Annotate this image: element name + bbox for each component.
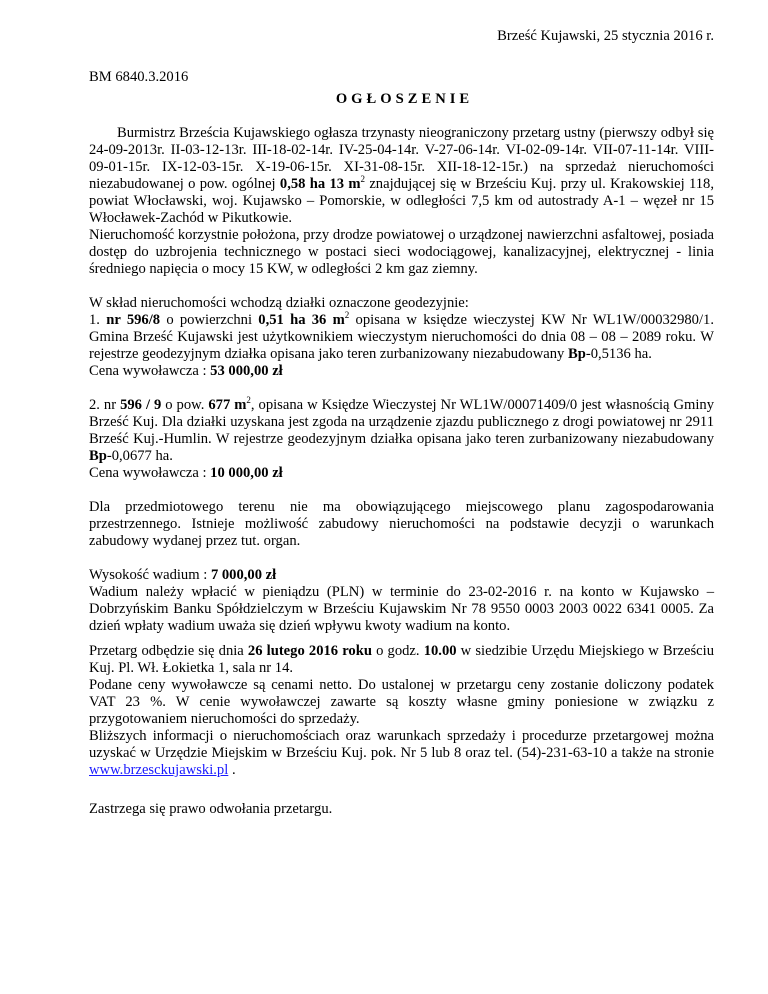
place-date: Brześć Kujawski, 25 stycznia 2016 r. [497, 28, 714, 44]
deposit-line [89, 567, 714, 584]
parcel-2-price: 10 000,00 zł [210, 465, 283, 481]
parcel-2-num: 2. nr [89, 397, 121, 413]
total-area: 0,58 ha 13 m [279, 176, 361, 192]
website-link[interactable]: www.brzesckujawski.pl [89, 762, 229, 778]
intro-text-a: Burmistrz Brześcia Kujawskiego ogłasza trzynasty nieograniczony przetarg ustny (pierwszy odbył się 24-09-2013r. II-03-12-13r. III-18-02-14r. IV-25-04-14r. V-27-06-14r. VI-02-09-14r. VII-07-11-14r. VIII-09-01-15r. IX-12-03-15r. X-19-06-15r. XI-31-08-15r. XII-18-12-15r.) na sprzedaż nieruchomości niezabudowanej o pow. ogólnej [89, 125, 714, 192]
pricing-note: Podane ceny wywoławcze są cenami netto. Do ustalonej w przetargu ceny zostanie doliczony podatek VAT 23 %. W cenie wywoławczej zawarte są koszty własne gminy poniesione w związku z przygotowaniem nieruchomości do sprzedaży. [89, 677, 714, 727]
contact-text: Bliższych informacji o nieruchomościach oraz warunkach sprzedaży i procedurze przetargowej można uzyskać w Urzędzie Miejskim w Brześciu Kuj. pok. Nr 5 lub 8 oraz tel. (54)-231-63-10 a także na stronie [89, 728, 714, 761]
parcel-1-mid: o powierzchni [160, 312, 259, 328]
deposit-amount: 7 000,00 zł [210, 567, 277, 583]
auction-date: 26 lutego 2016 roku [247, 643, 372, 659]
parcel-2 [89, 397, 714, 465]
parcel-1-price-line [89, 363, 714, 380]
parcel-2-id: 596 / 9 [120, 397, 162, 413]
auction-text-2: o godz. [371, 643, 424, 659]
parcel-1-area-sup: 2 [344, 310, 350, 321]
deposit-paragraph: Wadium należy wpłacić w pieniądzu (PLN) w terminie do 23-02-2016 r. na konto w Kujawsko – Dobrzyńskim Banku Spółdzielczym w Brześciu Kujawskim Nr 78 9550 0003 2003 0022 6341 0005. Za dzień wpłaty wadium uważa się dzień wpływu kwoty wadium na konto. [89, 584, 714, 634]
parcels-intro: W skład nieruchomości wchodzą działki oznaczone geodezyjnie: [89, 295, 469, 311]
parcel-1-num: 1. [89, 312, 100, 328]
parcel-2-bp: Bp [89, 448, 107, 464]
parcel-1-price: 53 000,00 zł [210, 363, 283, 379]
parcel-1-price-label: Cena wywoławcza : [89, 363, 211, 379]
zoning-paragraph: Dla przedmiotowego terenu nie ma obowiązującego miejscowego planu zagospodarowania przestrzennego. Istnieje możliwość zabudowy nieruchomości na podstawie decyzji o warunkach zabudowy wydanej przez tut. organ. [89, 499, 714, 549]
parcel-2-mid: o pow. [161, 397, 209, 413]
intro-paragraph [89, 125, 714, 227]
auction-paragraph [89, 643, 714, 677]
parcel-2-text: , opisana w Księdze Wieczystej Nr WL1W/00071409/0 jest własnością Gminy Brześć Kuj. Dla działki uzyskana jest zgoda na urządzenie zjazdu publicznego z drogi powiatowej nr 2911 Brześć Kuj.-Humlin. W rejestrze geodezyjnym działka opisana jako teren zurbanizowany niezabudowany [89, 397, 714, 447]
property-description: Nieruchomość korzystnie położona, przy drodze powiatowej o urządzonej nawierzchni asfaltowej, posiada dostęp do uzbrojenia technicznego w postaci sieci wodociągowej, kanalizacyjnej, elektrycznej - linia średniego napięcia o mocy 15 KW, w odległości 2 km gaz ziemny. [89, 227, 714, 277]
contact-end: . [228, 762, 236, 778]
auction-time: 10.00 [423, 643, 457, 659]
auction-text-3: w siedzibie Urzędu Miejskiego w Brześciu Kuj. Pl. Wł. Łokietka 1, sala nr 14. [89, 643, 714, 676]
parcel-1 [89, 312, 714, 363]
parcel-2-price-label: Cena wywoławcza : [89, 465, 211, 481]
document-page [89, 28, 714, 818]
parcel-2-price-line [89, 465, 714, 482]
parcel-2-area: 677 m [208, 397, 247, 413]
reference-number: BM 6840.3.2016 [89, 69, 189, 85]
parcel-2-bp-value: -0,0677 ha. [106, 448, 173, 464]
intro-text-b: znajdującej się w Brześciu Kuj. przy ul. Krakowskiej 118, powiat Włocławski, woj. Kujawsko – Pomorskie, w odległości 7,5 km od autostrady A-1 – węzeł nr 15 Włocławek-Zachód w Pikutkowie. [89, 176, 714, 226]
parcel-1-bp: Bp [567, 346, 586, 362]
parcel-1-area: 0,51 ha 36 m [258, 312, 345, 328]
parcel-1-bp-value: -0,5136 ha. [585, 346, 652, 362]
document-title: OGŁOSZENIE [335, 91, 474, 107]
parcel-2-area-sup: 2 [246, 395, 251, 406]
parcel-1-id: nr 596/8 [106, 312, 161, 328]
deposit-label: Wysokość wadium : [89, 567, 211, 583]
total-area-sup: 2 [360, 174, 366, 185]
contact-paragraph [89, 728, 714, 779]
auction-text-1: Przetarg odbędzie się dnia [89, 643, 248, 659]
parcel-1-text: opisana w księdze wieczystej KW Nr WL1W/00032980/1. Gmina Brześć Kujawski jest użytkownikiem wieczystym nieruchomości do dnia 08 – 08 – 2089 roku. W rejestrze geodezyjnym działka opisana jako teren zurbanizowany niezabudowany [89, 312, 714, 362]
closing-note: Zastrzega się prawo odwołania przetargu. [89, 801, 333, 817]
